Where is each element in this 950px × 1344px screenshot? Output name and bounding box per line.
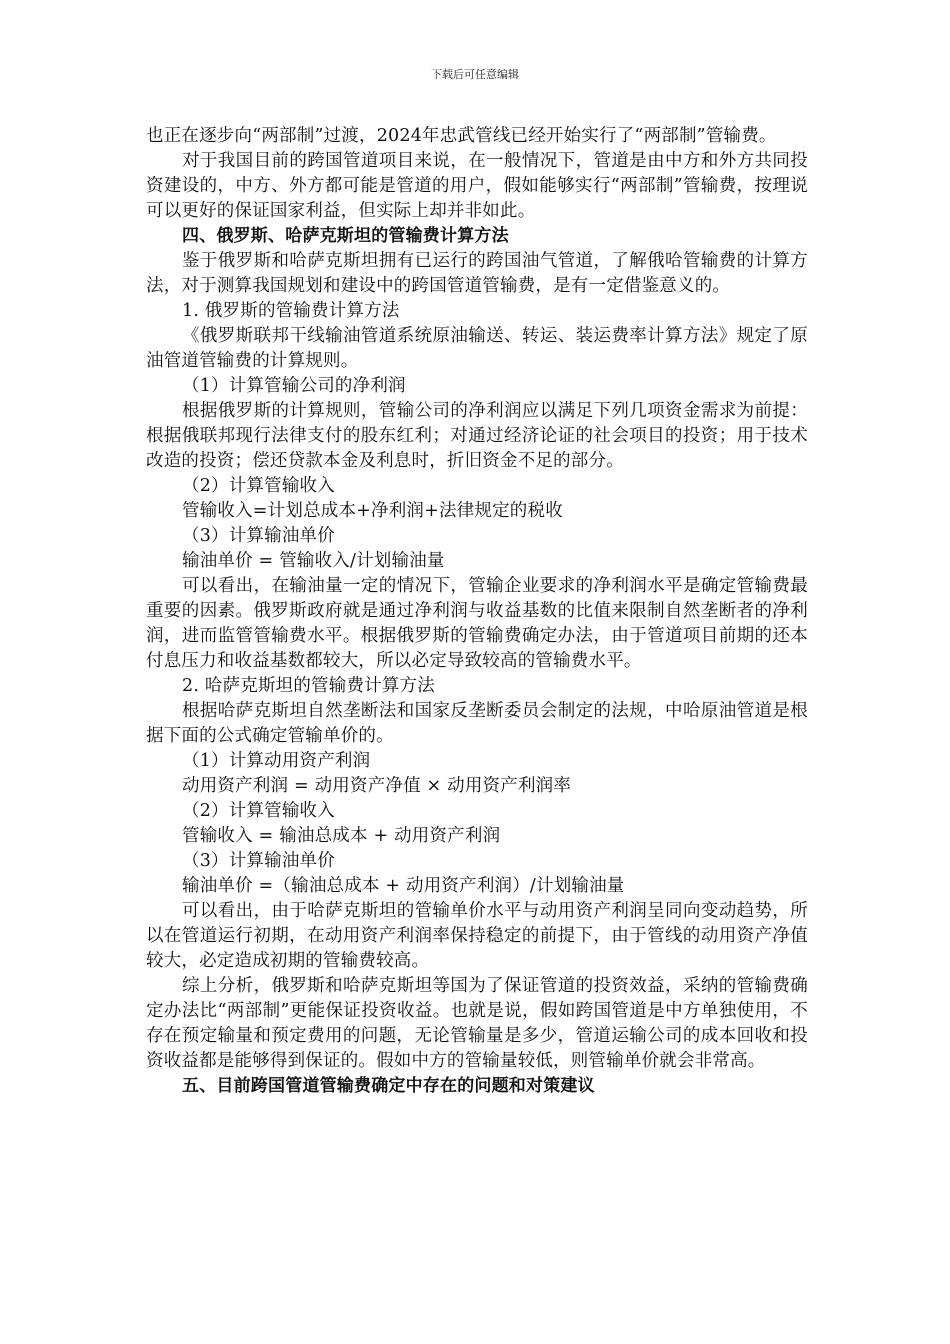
section-heading: 五、目前跨国管道管输费确定中存在的问题和对策建议	[182, 1076, 595, 1096]
paragraph: 根据俄罗斯的计算规则，管输公司的净利润应以满足下列几项资金需求为前提：根据俄联邦现行法律支付的股东红利；对通过经济论证的社会项目的投资；用于技术改造的投资；偿还贷款本金及利息时，折旧资金不足的部分。	[146, 401, 808, 471]
formula: 输油单价 = 管输收入/计划输油量	[182, 551, 445, 571]
step-heading: （3）计算输油单价	[182, 526, 335, 546]
step-heading: （3）计算输油单价	[182, 851, 335, 871]
formula: 动用资产利润 = 动用资产净值 × 动用资产利润率	[182, 776, 572, 796]
formula: 管输收入 = 输油总成本 + 动用资产利润	[182, 826, 501, 846]
formula: 管输收入=计划总成本+净利润+法律规定的税收	[182, 501, 563, 521]
paragraph: 《俄罗斯联邦干线输油管道系统原油输送、转运、装运费率计算方法》规定了原油管道管输费的计算规则。	[146, 326, 808, 371]
paragraph: 根据哈萨克斯坦自然垄断法和国家反垄断委员会制定的法规，中哈原油管道是根据下面的公式确定管输单价的。	[146, 701, 808, 746]
section-heading: 四、俄罗斯、哈萨克斯坦的管输费计算方法	[182, 226, 509, 246]
paragraph: 可以看出，在输油量一定的情况下，管输企业要求的净利润水平是确定管输费最重要的因素。俄罗斯政府就是通过净利润与收益基数的比值来限制自然垄断者的净利润，进而监管管输费水平。根据俄罗斯的管输费确定办法，由于管道项目前期的还本付息压力和收益基数都较大，所以必定导致较高的管输费水平。	[146, 576, 808, 671]
paragraph: 也正在逐步向“两部制”过渡，2024年忠武管线已经开始实行了“两部制”管输费。	[146, 126, 777, 146]
step-heading: （1）计算动用资产利润	[182, 751, 371, 771]
paragraph: 鉴于俄罗斯和哈萨克斯坦拥有已运行的跨国油气管道，了解俄哈管输费的计算方法，对于测算我国规划和建设中的跨国管道管输费，是有一定借鉴意义的。	[146, 251, 808, 296]
step-heading: （1）计算管输公司的净利润	[182, 376, 406, 396]
document-body	[146, 124, 808, 1099]
step-heading: （2）计算管输收入	[182, 476, 335, 496]
paragraph: 对于我国目前的跨国管道项目来说，在一般情况下，管道是由中方和外方共同投资建设的，中方、外方都可能是管道的用户，假如能够实行“两部制”管输费，按理说可以更好的保证国家利益，但实际上却并非如此。	[146, 151, 808, 221]
paragraph: 综上分析，俄罗斯和哈萨克斯坦等国为了保证管道的投资效益，采纳的管输费确定办法比“两部制”更能保证投资收益。也就是说，假如跨国管道是中方单独使用，不存在预定输量和预定费用的问题，无论管输量是多少，管道运输公司的成本回收和投资收益都是能够得到保证的。假如中方的管输量较低，则管输单价就会非常高。	[146, 976, 808, 1071]
subsection-heading: 2. 哈萨克斯坦的管输费计算方法	[182, 676, 435, 696]
subsection-heading: 1. 俄罗斯的管输费计算方法	[182, 301, 400, 321]
step-heading: （2）计算管输收入	[182, 801, 335, 821]
formula: 输油单价 =（输油总成本 + 动用资产利润）/计划输油量	[182, 876, 625, 896]
page-header: 下载后可任意编辑	[431, 68, 519, 81]
paragraph: 可以看出，由于哈萨克斯坦的管输单价水平与动用资产利润呈同向变动趋势，所以在管道运行初期，在动用资产利润率保持稳定的前提下，由于管线的动用资产净值较大，必定造成初期的管输费较高。	[146, 901, 808, 971]
